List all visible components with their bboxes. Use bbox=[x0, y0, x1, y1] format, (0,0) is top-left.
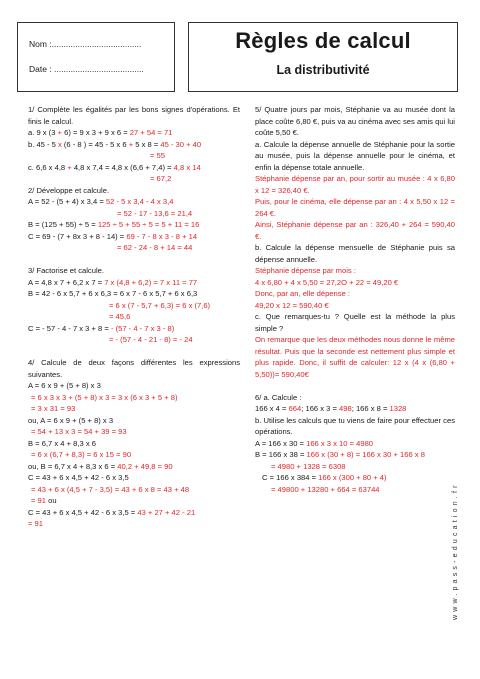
exercise-4a-alt-result: = 54 + 13 x 3 = 54 + 39 = 93 bbox=[31, 427, 127, 436]
exercise-1b: b. 45 - 5 x (6 - 8 ) = 45 - 5 x 6 + 5 x 8 = 45 - 30 + 40 bbox=[28, 139, 202, 149]
exercise-6b-a: A = 166 x 30 = 166 x 3 x 10 = 4980 bbox=[255, 438, 374, 448]
exercise-4c-result: = 91 ou bbox=[31, 496, 57, 505]
exercise-3c-result: = - (57 - 4 - 21 - 8) = - 24 bbox=[109, 335, 193, 344]
right-column bbox=[255, 104, 455, 495]
exercise-3b-step: = 6 x (7 - 5,7 + 6,3) = 6 x (7,6) bbox=[109, 300, 211, 310]
exercise-4b: B = 6,7 x 4 + 8,3 x 6 bbox=[28, 438, 96, 448]
exercise-2c-result: = 62 - 24 - 8 + 14 = 44 bbox=[117, 243, 193, 252]
exercise-2a: A = 52 - (5 + 4) x 3,4 = 52 - 5 x 3,4 - 4 x 3,4 bbox=[28, 197, 174, 206]
exercise-3-title: 3/ Factorise et calcule. bbox=[28, 266, 104, 275]
exercise-4a-step: = 6 x 3 x 3 + (5 + 8) x 3 = 3 x (6 x 3 + 5 + 8) bbox=[31, 392, 178, 402]
exercise-5b-answer-3: Donc, par an, elle dépense : bbox=[255, 289, 350, 298]
exercise-6b-c-result: = 49800 + 13280 + 664 = 63744 bbox=[271, 484, 380, 494]
exercise-6b-b-result: = 4980 + 1328 = 6308 bbox=[271, 461, 346, 471]
exercise-4-title: 4/ Calcule de deux façons différentes les expressions suivantes. bbox=[28, 358, 240, 379]
page-subtitle: La distributivité bbox=[276, 63, 370, 77]
exercise-4a-alt: ou, A = 6 x 9 + (5 + 8) x 3 bbox=[28, 415, 114, 425]
exercise-4b-alt: ou, B = 6,7 x 4 + 8,3 x 6 = 40,2 + 49,8 = 90 bbox=[28, 461, 173, 471]
exercise-5-intro: 5/ Quatre jours par mois, Stéphanie va au musée dont la place coûte 6,80 €, puis va au cinéma avec ses amis qui lui coûte 5,50 €. bbox=[255, 105, 455, 137]
exercise-6b: b. Utilise les calculs que tu viens de faire pour effectuer ces opérations. bbox=[255, 415, 455, 436]
exercise-6b-c: C = 166 x 384 = 166 x (300 + 80 + 4) bbox=[262, 473, 387, 482]
exercise-1c: c. 6,6 x 4,8 + 4,8 x 7,4 = 4,8 x (6,6 + 7,4) = 4,8 x 14 bbox=[28, 162, 201, 172]
exercise-3b-result: = 45,6 bbox=[109, 312, 131, 321]
exercise-5b-answer-4: 49,20 x 12 = 590,40 € bbox=[255, 300, 329, 310]
exercise-5c-answer: On remarque que les deux méthodes nous donne le même résultat. Puis que la seconde est nettement plus simple et plus rapide. Donc, il suffit de calculer: 12 x (4 x (6,80 + 5,50))= 590,40€ bbox=[255, 335, 455, 379]
left-column bbox=[28, 104, 240, 530]
exercise-5a-answer-2: Puis, pour le cinéma, elle dépense par an : 4 x 5,50 x 12 = 264 €. bbox=[255, 197, 455, 218]
page-title: Règles de calcul bbox=[235, 28, 411, 53]
exercise-5a-answer-3: Ainsi, Stéphanie dépense par an : 326,40 + 264 = 590,40 €. bbox=[255, 220, 455, 241]
exercise-4c-alt-result: = 91 bbox=[28, 519, 43, 528]
exercise-5b-answer-1: Stéphanie dépense par mois : bbox=[255, 266, 356, 275]
exercise-6b-b: B = 166 x 38 = 166 x (30 + 8) = 166 x 30 + 166 x 8 bbox=[255, 450, 425, 459]
exercise-5c: c. Que remarques-tu ? Quelle est la méthode la plus simple ? bbox=[255, 312, 455, 333]
exercise-4a: A = 6 x 9 + (5 + 8) x 3 bbox=[28, 381, 101, 390]
exercise-3a: A = 4,8 x 7 + 6,2 x 7 = 7 x (4,8 + 6,2) = 7 x 11 = 77 bbox=[28, 277, 198, 287]
exercise-5a-answer-1: Stéphanie dépense par an, pour sortir au musée : 4 x 6,80 x 12 = 326,40 €. bbox=[255, 174, 455, 195]
exercise-3c: C = - 57 - 4 - 7 x 3 + 8 = - (57 - 4 - 7 x 3 - 8) bbox=[28, 323, 175, 333]
exercise-4a-result: = 3 x 31 = 93 bbox=[31, 404, 76, 413]
exercise-5b: b. Calcule la dépense mensuelle de Stéphanie puis sa dépense annuelle. bbox=[255, 243, 455, 264]
exercise-2a-result: = 52 - 17 - 13,6 = 21,4 bbox=[117, 208, 193, 218]
student-info-box bbox=[17, 22, 175, 92]
exercise-2b: B = (125 + 55) ÷ 5 = 125 ÷ 5 + 55 ÷ 5 = 5 + 11 = 16 bbox=[28, 220, 200, 229]
exercise-2-title: 2/ Développe et calcule. bbox=[28, 185, 110, 195]
exercise-4b-result: = 6 x (6,7 + 8,3) = 6 x 15 = 90 bbox=[31, 450, 132, 459]
exercise-3b: B = 42 - 6 x 5,7 + 6 x 6,3 = 6 x 7 - 6 x 5,7 + 6 x 6,3 bbox=[28, 289, 198, 298]
exercise-2c: C = 69 - (7 + 8x 3 + 8 - 14) = 69 - 7 - 8 x 3 - 8 + 14 bbox=[28, 231, 198, 241]
exercise-1a: a. 9 x (3 + 6) = 9 x 3 + 9 x 6 = 27 + 54 = 71 bbox=[28, 128, 173, 137]
exercise-1-title: 1/ Complète les égalités par les bons signes d'opérations. Et finis le calcul. bbox=[28, 105, 240, 126]
date-field: Date : ...................................... bbox=[29, 64, 144, 74]
exercise-6a: 166 x 4 = 664; 166 x 3 = 498; 166 x 8 = 1328 bbox=[255, 404, 407, 413]
website-watermark: www.pass-education.fr bbox=[452, 482, 459, 620]
name-field: Nom :...................................... bbox=[29, 39, 142, 49]
exercise-5a: a. Calcule la dépense annuelle de Stéphanie pour la sortie au musée, puis la dépense annuelle pour le cinéma, et enfin la dépense totale annuelle. bbox=[255, 139, 455, 172]
exercise-4c-alt: C = 43 + 6 x 4,5 + 42 - 6 x 3,5 = 43 + 27 + 42 - 21 bbox=[28, 507, 196, 517]
exercise-1c-result: = 67,2 bbox=[150, 174, 172, 183]
exercise-1b-result: = 55 bbox=[150, 151, 165, 160]
exercise-6-title: 6/ a. Calcule : bbox=[255, 392, 302, 402]
exercise-4c-step: = 43 + 6 x (4,5 + 7 - 3,5) = 43 + 6 x 8 = 43 + 48 bbox=[31, 484, 190, 494]
exercise-5b-answer-2: 4 x 6,80 + 4 x 5,50 = 27,2O + 22 = 49,20 € bbox=[255, 277, 399, 287]
title-box bbox=[188, 22, 458, 92]
exercise-4c: C = 43 + 6 x 4,5 + 42 - 6 x 3,5 bbox=[28, 473, 129, 482]
